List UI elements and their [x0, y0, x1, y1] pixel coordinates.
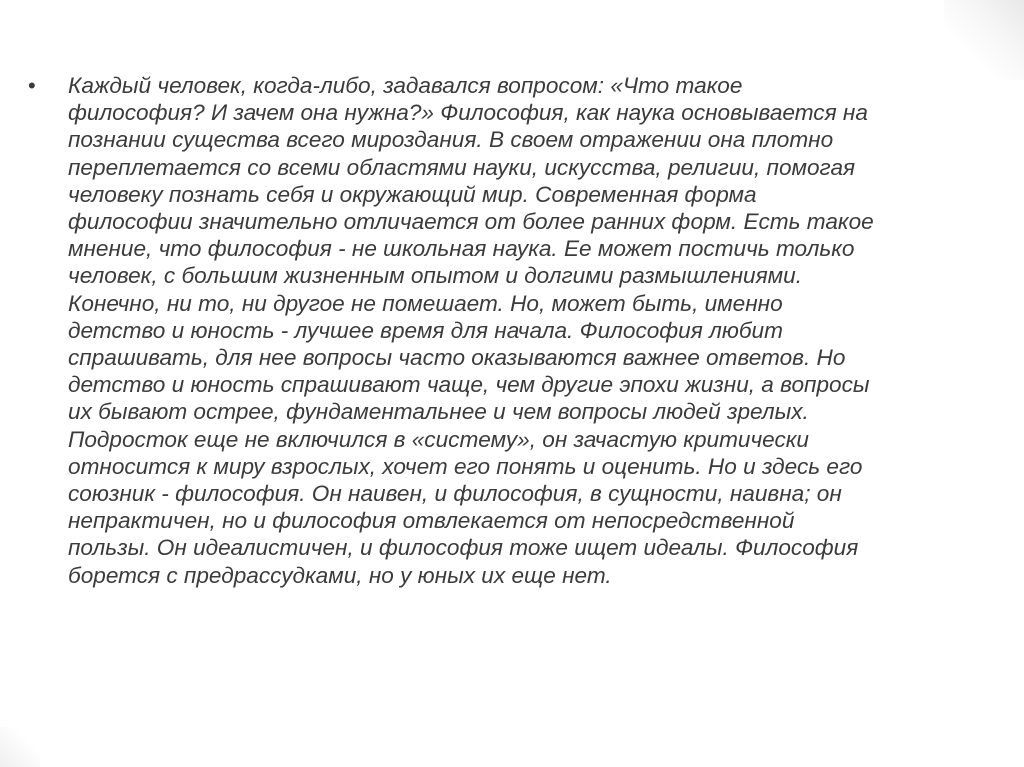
text-line: детство и юность спрашивают чаще, чем другие эпохи жизни, а вопросы [68, 372, 870, 398]
corner-decoration-bottom [0, 727, 40, 767]
text-line: относится к миру взрослых, хочет его понять и оценить. Но и здесь его [68, 453, 863, 479]
text-line: человек, с большим жизненным опытом и долгими размышлениями. [68, 263, 802, 289]
text-line: человеку познать себя и окружающий мир. Современная форма [68, 181, 757, 207]
text-line: детство и юность - лучшее время для начала. Философия любит [68, 317, 783, 343]
text-line: философия? И зачем она нужна?» Философия, как наука основывается на [68, 100, 868, 126]
bullet-marker: • [28, 73, 36, 98]
text-line: спрашивать, для нее вопросы часто оказываются важнее ответов. Но [68, 345, 846, 371]
text-line: союзник - философия. Он наивен, и философия, в сущности, наивна; он [68, 481, 842, 507]
text-line: мнение, что философия - не школьная наука. Ее может постичь только [68, 236, 855, 262]
text-line: Конечно, ни то, ни другое не помешает. Но, может быть, именно [68, 290, 783, 316]
text-line: философии значительно отличается от более ранних форм. Есть такое [68, 209, 874, 235]
text-line: пользы. Он идеалистичен, и философия тоже ищет идеалы. Философия [68, 535, 859, 561]
text-line: непрактичен, но и философия отвлекается от непосредственной [68, 508, 795, 534]
text-line: Каждый человек, когда-либо, задавался вопросом: «Что такое [68, 73, 743, 98]
text-line: борется с предрассудками, но у юных их еще нет. [68, 562, 612, 588]
text-line: переплетается со всеми областями науки, искусства, религии, помогая [68, 154, 856, 180]
corner-decoration [944, 0, 1024, 80]
text-line: познании существа всего мироздания. В своем отражении она плотно [68, 127, 834, 153]
body-paragraph [68, 72, 1000, 589]
text-line: Подросток еще не включился в «систему», он зачастую критически [68, 426, 809, 452]
text-line: их бывают острее, фундаментальнее и чем вопросы людей зрелых. [68, 399, 809, 425]
